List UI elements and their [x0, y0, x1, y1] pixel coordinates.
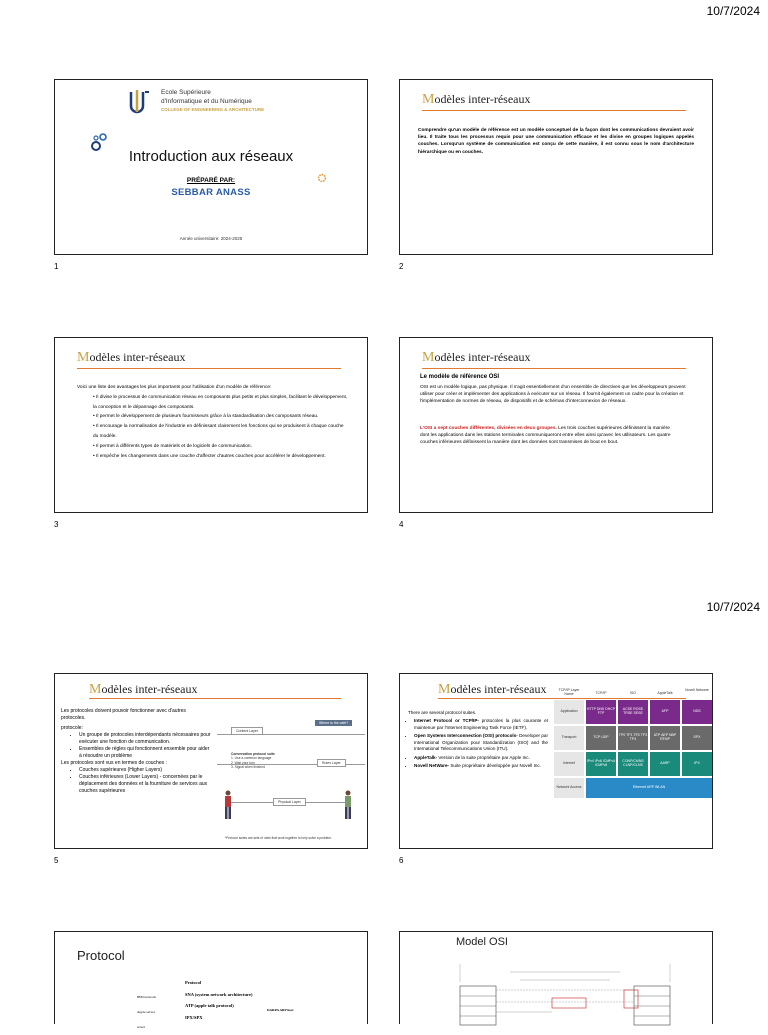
table-row-label: Application — [554, 700, 584, 724]
slide-4[interactable] — [399, 337, 713, 513]
osi-diagram — [440, 952, 690, 1025]
section-heading: Le modèle de référence OSI — [420, 374, 500, 380]
table-cell: TCP UDP — [586, 726, 616, 750]
protocol-list: Protocol SNA (system network architecture) ATP (apple talk protocol) IPX/SPX — [185, 980, 253, 1021]
slide-title: Modèles inter-réseaux — [438, 682, 547, 697]
table-row-label: Internet — [554, 752, 584, 776]
protocol-layers-figure: Content Layer Where is the cafe? Conversation protocol suite 1. Use a common language 2. Wait your turn 3. Signal when finished Rules Layer Physical Layer *Protocol suites are sets of rules that work together to help solve a problem. — [217, 704, 365, 844]
table-cell: Ethernet ARP WLAN — [586, 778, 712, 798]
slide-7[interactable] — [54, 931, 368, 1030]
title-underline — [77, 368, 341, 369]
slide-number: 3 — [54, 520, 59, 529]
slide-title: Protocol — [77, 948, 125, 963]
slide-5[interactable] — [54, 673, 368, 849]
slide-3[interactable] — [54, 337, 368, 513]
slide-title: Model OSI — [456, 936, 508, 948]
list-item: • Couches supérieures (Higher Layers) — [79, 767, 211, 774]
list-item: • Il encourage la normalisation de l'industrie en définissant clairement les fonctions qui se produisent à chaque couche du modèle. — [93, 424, 344, 440]
list-item: • Internet Protocol or TCP/IP- protocoles la plus courante et maintenue par l'Internet Engineering Task Force (IETF). — [414, 718, 548, 731]
table-cell: ATP AEP NBP RTMP — [650, 726, 680, 750]
school-logo-icon — [127, 88, 153, 116]
slide-title: Modèles inter-réseaux — [422, 92, 531, 107]
slide-title: Introduction aux réseaux — [128, 148, 294, 165]
academic-year: Année universitaire: 2024-2025 — [179, 236, 243, 241]
list-item: • Il permet le développement de plusieurs fournisseurs grâce à la standardisation des composants réseau. — [93, 414, 319, 420]
table-cell: HTTP DNS DHCP FTP — [586, 700, 616, 724]
slide-number: 2 — [399, 262, 404, 271]
title-underline — [422, 110, 686, 111]
network-labels: IBM network Apple server novel — [137, 995, 156, 1030]
list-item: • Il empêche les changements dans une couche d'affecter d'autres couches pour accélérer le développement. — [93, 453, 326, 459]
list-item: • Il permet à différents types de matériels et de logiciels de communication. — [93, 443, 252, 449]
table-cell: IPv4 IPv6 ICMPv4 ICMPv6 — [586, 752, 616, 776]
slide-6[interactable] — [399, 673, 713, 849]
table-cell: ACSE ROSE TRSE SESE — [618, 700, 648, 724]
slide-body: Les protocoles doivent pouvoir fonctionner avec d'autres protocoles. protocole: • Un groupe de protocoles interdépendants nécessaires pour exécuter une fonction de communication. • Ensembles de règles qui fonctionnent ensemble pour aider à résoudre un problème Les protocoles sont vus en termes de couches : • Couches supérieures (Higher Layers) • Couches inférieures (Lower Layers) - concernées par le déplacement des données et la fourniture de services aux couches supérieures — [61, 708, 211, 795]
darpa-label: DARPA ARP host — [267, 1008, 294, 1012]
list-item: • Novell NetWare- Suite propriétaire développée par Novell Inc. — [414, 763, 548, 769]
slide-body-2: L'OSI a sept couches différentes, divisées en deux groupes. Les trois couches supérieures définissent la manière dont les applications dans les stations terminales communiqueront entre elles ainsi qu'avec les utilisateurs. Les quatre couches inférieures définissent la manière dont les données sont transmises de bout en bout. — [420, 426, 671, 445]
table-cell: CONP/CMNS CLNP/CLNS — [618, 752, 648, 776]
title-underline — [422, 368, 686, 369]
school-name: Ecole Supérieure d'Informatique et du Numérique COLLEGE OF ENGINEERING & ARCHITECTURE — [161, 89, 265, 112]
author-name: SEBBAR ANASS — [171, 187, 251, 198]
slide-number: 4 — [399, 520, 404, 529]
table-cell: SPX — [682, 726, 712, 750]
table-cell: TP0 TP1 TP2 TP3 TP4 — [618, 726, 648, 750]
slide-title: Modèles inter-réseaux — [77, 350, 186, 365]
slide-number: 6 — [399, 856, 404, 865]
protocol-suite-table: TCP/IP Layer Name TCP/IP ISO AppleTalk Novell Netware Application HTTP DNS DHCP FTP ACSE ROSE TRSE SESE AFP NDS Transport TCP UDP TP0 TP1 TP2 TP3 TP4 ATP AEP NBP RTMP SPX Internet IPv4 IPv6 ICMPv4 ICMPv6 CONP/CMNS CLNP/CLNS AARP IPX Network Access Ethernet ARP WLAN — [554, 688, 712, 808]
prepared-by-label: PRÉPARÉ PAR: — [186, 177, 236, 184]
slide-body: There are several protocol suites. • Internet Protocol or TCP/IP- protocoles la plus courante et maintenue par l'Internet Engineering Task Force (IETF). • Open Systems Interconnection (OSI) protocols- Developer par International Organization pour Standardization (ISO) and the International Telecommunications Union (ITU). • AppleTalk- Version de la suite propriétaire par Apple Inc. • Novell NetWare- Suite propriétaire développée par Novell Inc. — [408, 710, 548, 769]
slide-body: Comprendre qu'un modèle de référence est un modèle conceptuel de la façon dont les communications devraient avoir lieu. Il traite tous les processus requis pour une communication efficace et les divise en groupes logiques appelés couches. Lorsqu'un système de communication est conçu de cette manière, il est connu sous le nom d'architecture hiérarchique ou en couches. — [418, 128, 694, 155]
table-cell: AARP — [650, 752, 680, 776]
table-cell: AFP — [650, 700, 680, 724]
table-row-label: Transport — [554, 726, 584, 750]
slide-title: Modèles inter-réseaux — [89, 682, 198, 697]
slide-1[interactable] — [54, 79, 368, 255]
slide-body: Voici une liste des avantages les plus importants pour l'utilisation d'un modèle de référence: • Il divise le processus de communication réseau en composants plus petits et plus simples, facilitant le développement, la conception et le dépannage des composants. • Il permet le développement de plusieurs fournisseurs grâce à la standardisation des composants réseau. • Il encourage la normalisation de l'industrie en définissant clairement les fonctions qui se produisent à chaque couche du modèle. • Il permet à différents types de matériels et de logiciels de communication. • Il empêche les changements dans une couche d'affecter d'autres couches pour accélérer le développement. — [77, 383, 349, 462]
slide-number: 5 — [54, 856, 59, 865]
table-row-label: Network Access — [554, 778, 584, 798]
list-item: • Couches inférieures (Lower Layers) - concernées par le déplacement des données et la fourniture de services aux couches supérieures — [79, 774, 211, 795]
slide-number: 1 — [54, 262, 59, 271]
page-date: 10/7/2024 — [706, 600, 760, 614]
list-item: • Il divise le processus de communication réseau en composants plus petits et plus simples, facilitant le développement, la conception et le dépannage des composants. — [93, 394, 348, 410]
slide-2[interactable] — [399, 79, 713, 255]
title-underline — [89, 698, 341, 699]
list-item: • AppleTalk- Version de la suite propriétaire par Apple Inc. — [414, 755, 548, 761]
slide-title: Modèles inter-réseaux — [422, 350, 531, 365]
person-icon — [343, 790, 353, 825]
list-item: • Ensembles de règles qui fonctionnent ensemble pour aider à résoudre un problème — [79, 746, 211, 760]
list-item: • Open Systems Interconnection (OSI) protocols- Developer par International Organization pour Standardization (ISO) and the International Telecommunications Union (ITU). — [414, 733, 548, 752]
slide-body: OSI est un modèle logique, pas physique. Il s'agit essentiellement d'un ensemble de directives que les développeurs peuvent utiliser pour créer et implémenter des applications à exécuter sur un réseau. Il fournit également un cadre pour la création et l'implémentation de normes de réseau, de dispositifs et de schémas d'interconnexion de réseaux. — [420, 385, 686, 404]
slide-8[interactable] — [399, 931, 713, 1024]
list-item: • Un groupe de protocoles interdépendants nécessaires pour exécuter une fonction de communication. — [79, 732, 211, 746]
page-date: 10/7/2024 — [706, 4, 760, 18]
table-cell: NDS — [682, 700, 712, 724]
person-icon — [223, 790, 233, 825]
rules-list: Conversation protocol suite 1. Use a common language 2. Wait your turn 3. Signal when finished — [231, 752, 275, 769]
table-cell: IPX — [682, 752, 712, 776]
